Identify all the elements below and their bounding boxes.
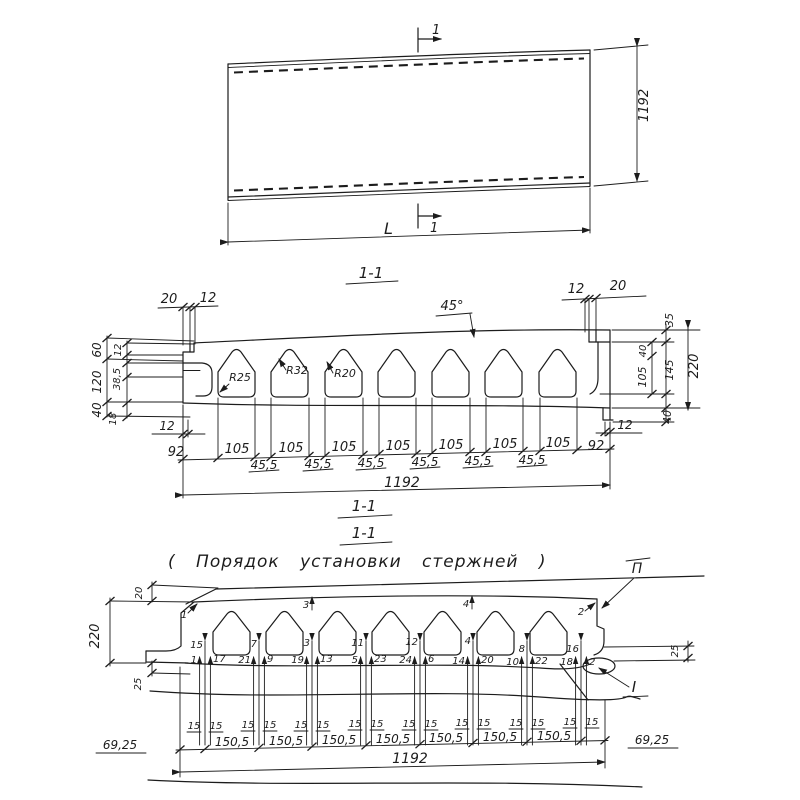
dim-150-5-2: 150,5	[268, 734, 304, 748]
rod-section-caption	[168, 524, 547, 572]
rod-label-1: 1	[180, 610, 188, 621]
dim-12-left-inner: 12	[113, 343, 124, 357]
dim-1192-total-s2: 1192	[392, 751, 428, 767]
dim-25-s2-left: 25	[133, 677, 144, 691]
sp-15-8b: 15	[585, 717, 599, 728]
section-mark-bottom-label: 1	[430, 221, 439, 236]
s1-bottom-title	[338, 497, 392, 518]
s2-lower-joint-line	[150, 691, 640, 700]
dim-20-top-left: 20	[160, 292, 178, 307]
dim-35-right: 35	[663, 313, 676, 327]
rod-br-20: 20	[481, 655, 494, 666]
dim-45-5-5: 45,5	[464, 454, 492, 468]
dim-60-left: 60	[90, 342, 104, 358]
dim-150-5-7: 150,5	[536, 729, 572, 743]
s1-bottom-dim-chain	[168, 436, 615, 472]
rod-label-7: 7	[250, 639, 257, 650]
rod-label-2: 2	[577, 607, 585, 618]
dim-20-s2-left: 20	[134, 586, 145, 600]
s1-cores	[218, 350, 576, 398]
dim-40-left: 40	[90, 402, 104, 418]
s1-right-pocket	[590, 342, 598, 394]
dim-105-1: 105	[224, 442, 250, 457]
dim-45-5-6: 45,5	[518, 453, 546, 467]
rod-label-4b: 4	[464, 636, 471, 647]
dim-45-5-4: 45,5	[411, 455, 439, 469]
dim-38-5-left-inner: 38,5	[112, 367, 123, 391]
s1-left-shelf	[183, 363, 212, 396]
s2-adjacent-panel-top	[216, 576, 704, 589]
dim-92-right: 92	[587, 439, 605, 454]
dim-105-6: 105	[492, 437, 518, 452]
dim-150-5-1: 150,5	[214, 735, 250, 749]
s2-mid-rod-labels	[190, 636, 579, 655]
plan-length-value: L	[384, 219, 393, 238]
rod-br-13: 13	[320, 654, 333, 665]
sp-15-5a: 15	[402, 719, 416, 730]
dim-45-5-3: 45,5	[357, 456, 385, 470]
rod-label-11: 11	[351, 638, 364, 649]
s1-top-right-dims	[562, 279, 646, 332]
rod-label-12: 12	[405, 637, 418, 648]
dim-150-5-3: 150,5	[321, 733, 357, 747]
dim-69-25-left: 69,25	[102, 738, 138, 752]
dim-105-4: 105	[385, 439, 411, 454]
dim-45-5-1: 45,5	[250, 458, 278, 472]
dim-12-bottom-left: 12	[159, 419, 175, 433]
section-title	[346, 264, 398, 284]
s1-right-dim-chains	[600, 313, 702, 426]
rod-bl-21: 21	[238, 655, 251, 666]
s1-total-dimension	[183, 475, 610, 495]
sp-15-2b: 15	[263, 720, 277, 731]
s1-bottom-title-text: 1-1	[351, 497, 377, 515]
s1-bottom-left-12	[152, 405, 205, 438]
rod-bl-5: 5	[351, 655, 358, 666]
s2-top-edge	[194, 596, 597, 602]
s1-left-dim-chains	[90, 334, 194, 425]
plan-length-dimension	[228, 188, 590, 245]
dim-150-5-5: 150,5	[428, 731, 464, 745]
s2-lower-boundary	[148, 780, 642, 787]
angle-45-label: 45°	[440, 299, 464, 314]
s1-top-edge	[194, 330, 610, 343]
dim-25-s2-right: 25	[670, 644, 681, 658]
sp-15-8a: 15	[563, 717, 577, 728]
rod-bl-18: 18	[560, 657, 573, 668]
s2-right-dim	[604, 641, 694, 662]
dim-12-top-right: 12	[567, 282, 585, 297]
rod-br-6: 6	[428, 654, 435, 665]
rod-label-16: 16	[566, 644, 579, 655]
s2-pitch-dim-chain	[96, 729, 678, 754]
rod-label-3: 3	[302, 600, 310, 611]
dim-45-5-2: 45,5	[304, 457, 332, 471]
dim-12-bottom-right: 12	[617, 418, 633, 432]
radius-r20-label: R20	[334, 367, 356, 380]
rod-section-title: 1-1	[351, 524, 377, 542]
rod-bl-10: 10	[506, 657, 519, 668]
dim-18-left-inner: 18	[108, 412, 119, 426]
s1-left-end-face	[183, 343, 194, 403]
sp-15-7b: 15	[531, 718, 545, 729]
sp-15-6b: 15	[477, 718, 491, 729]
dim-105-3: 105	[331, 440, 357, 455]
rod-label-15: 15	[190, 640, 203, 651]
sp-15-1a: 15	[187, 721, 201, 732]
section-mark-top	[418, 23, 441, 52]
sp-15-4b: 15	[370, 719, 384, 730]
rod-bl-14: 14	[452, 656, 465, 667]
dim-220-s2-left: 220	[88, 623, 103, 649]
section-title-text: 1-1	[358, 264, 384, 282]
s1-right-lip	[603, 408, 613, 420]
sp-15-3b: 15	[316, 720, 330, 731]
s1-top-left-dims	[158, 291, 218, 345]
rod-br-17: 17	[213, 654, 226, 665]
radius-r25-label: R25	[229, 371, 251, 384]
dim-150-5-6: 150,5	[482, 730, 518, 744]
s2-cores	[213, 612, 567, 656]
plan-view	[228, 23, 652, 245]
dim-1192-total-s1: 1192	[384, 475, 420, 491]
rod-br-2: 2	[589, 657, 596, 668]
s2-right-ext-line	[614, 660, 695, 661]
sp-15-2a: 15	[241, 720, 255, 731]
sp-15-4a: 15	[348, 719, 362, 730]
rod-label-4: 4	[462, 599, 470, 610]
view-label-P: П	[631, 561, 643, 577]
dim-69-25-right: 69,25	[634, 733, 670, 747]
s1-radius-notes	[220, 359, 356, 392]
rod-br-22: 22	[535, 656, 548, 667]
rod-section-caption-text: ( Порядок установки стержней )	[168, 552, 547, 572]
dim-20-top-right: 20	[609, 279, 627, 294]
plan-height-value: 1192	[637, 88, 652, 122]
s2-top-rod-labels	[181, 595, 595, 621]
sp-15-7a: 15	[509, 718, 523, 729]
plan-height-dimension	[594, 45, 652, 186]
s1-bottom-right-12	[596, 418, 642, 436]
dim-220-right: 220	[687, 353, 702, 379]
rod-label-8: 8	[518, 644, 525, 655]
sp-15-5b: 15	[424, 719, 438, 730]
sp-15-3a: 15	[294, 720, 308, 731]
dim-12-top-left: 12	[199, 291, 217, 306]
sp-15-1b: 15	[209, 721, 223, 732]
view-label-I: I	[631, 678, 637, 696]
sp-15-6a: 15	[455, 718, 469, 729]
rod-br-23: 23	[374, 654, 387, 665]
dim-105-5: 105	[438, 438, 464, 453]
s1-bottom-edge	[183, 403, 610, 408]
dim-150-5-4: 150,5	[375, 732, 411, 746]
rod-bl-1: 1	[190, 655, 197, 666]
plan-bottom-edge	[228, 183, 590, 197]
section-mark-bottom	[418, 204, 441, 236]
dim-120-left: 120	[90, 370, 104, 394]
rod-bl-24: 24	[399, 655, 412, 666]
rod-br-9: 9	[267, 654, 274, 665]
dim-40-right-bottom: 40	[661, 410, 674, 424]
dim-92-left: 92	[167, 445, 185, 460]
radius-r32-label: R32	[286, 364, 308, 377]
rod-label-3b: 3	[303, 638, 310, 649]
plan-top-dashed-line	[234, 59, 584, 73]
dim-145-right: 145	[663, 359, 676, 381]
rod-bl-19: 19	[291, 655, 304, 666]
dim-105-right: 105	[636, 366, 649, 388]
dim-105-7: 105	[545, 436, 571, 451]
dim-40-right-inner: 40	[638, 344, 649, 358]
section-mark-top-label: 1	[432, 23, 441, 38]
plan-top-edge	[228, 50, 590, 64]
dim-105-2: 105	[278, 441, 304, 456]
